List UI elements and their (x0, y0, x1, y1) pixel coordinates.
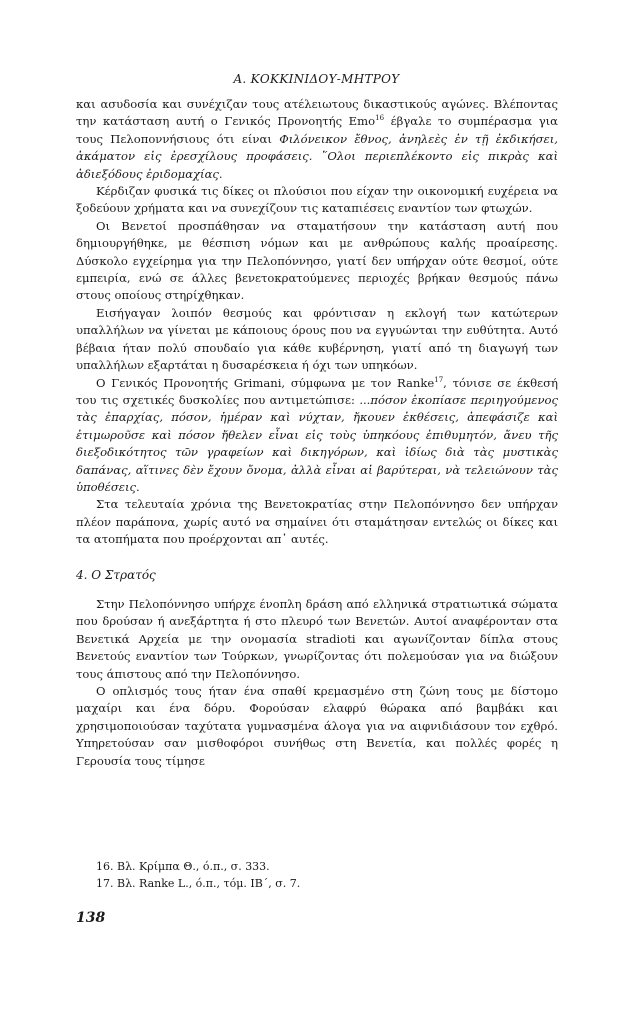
paragraph-5 (76, 375, 558, 497)
footnote-16: 16. Βλ. Κρίμπα Θ., ό.π., σ. 333. (96, 860, 270, 873)
main-text (76, 96, 558, 770)
paragraph-3: Οι Βενετοί προσπάθησαν να σταματήσουν την κατάσταση αυτή που δημιουργήθηκε, με θέσπιση νόμων και με ανθρώπους καλής προαίρεσης. Δύσκολο εγχείρημα για την Πελοπόννησο, γιατί δεν υπήρχαν ούτε θεσμοί, ούτε εμπειρία, ενώ σε άλλες βενετοκρατούμενες περιοχές βρήκαν θεσμούς πάνω στους οποίους στηρίχθηκαν. (76, 218, 558, 303)
paragraph-7: Στην Πελοπόννησο υπήρχε ένοπλη δράση από ελληνικά στρατιωτικά σώματα που δρούσαν ή ανεξάρτητα ή στο πλευρό των Βενετών. Αυτοί αναφέρονταν στα Βενετικά Αρχεία με την ονομασία stradioti και αγωνίζονταν δίπλα στους Βενετούς εναντίον των Τούρκων, γνωρίζοντας ότι πολεμούσαν για να διώξουν τους άπιστους από την Πελοπόννησο. (76, 596, 558, 681)
footnote-ref-16: 16 (375, 114, 385, 123)
paragraph-2: Κέρδιζαν φυσικά τις δίκες οι πλούσιοι που είχαν την οικονομική ευχέρεια να ξοδεύουν χρήματα και να συνεχίζουν τις καταπιέσεις εναντίον των φτωχών. (76, 184, 558, 216)
paragraph-5-text: Ο Γενικός Προνοητής Grimani, σύμφωνα με τον Ranke (96, 375, 435, 390)
footnote-ref-17: 17 (434, 375, 444, 384)
paragraph-6: Στα τελευταία χρόνια της Βενετοκρατίας στην Πελοπόννησο δεν υπήρχαν πλέον παράπονα, χωρίς αυτό να σημαίνει ότι σταμάτησαν εντελώς οι δίκες και τα ατοπήματα που προέρχονται απ᾽ αυτές. (76, 497, 558, 547)
emo-quote: Φιλόνεικον ἔθνος, ἀνηλεὲς ἐν τῇ ἐκδικήσει, ἀκάματον εἰς ἐρεσχίλους προφάσεις. ῞Ολοι περιεπλέκοντο εἰς πικρὰς καὶ ἀδιεξόδους ἐριδομαχίας. (76, 131, 558, 181)
paragraph-1-text-cont: έβγαλε το συμπέρασμα για τους Πελοποννήσιους ότι είναι (76, 114, 559, 146)
paragraph-5-text-cont: , τόνισε σε έκθεσή του τις σχετικές δυσκολίες που αντιμετώπισε: (76, 375, 559, 407)
section-heading: 4. Ο Στρατός (76, 567, 156, 582)
footnote-17: 17. Βλ. Ranke L., ό.π., τόμ. ΙΒ΄, σ. 7. (96, 877, 301, 890)
paragraph-1-text: και ασυδοσία και συνέχιζαν τους ατέλειωτους δικαστικούς αγώνες. Βλέποντας την κατάσταση αυτή ο Γενικός Προνοητής Emo (76, 97, 558, 129)
paragraph-8: Ο οπλισμός τους ήταν ένα σπαθί κρεμασμένο στη ζώνη τους με δίστομο μαχαίρι και ένα δόρυ. Φορούσαν ελαφρύ θώρακα από βαμβάκι και χρησιμοποιούσαν ταχύτατα γυμνασμένα άλογα για να αιφνιδιάσουν τον εχθρό. Υπηρετούσαν σαν μισθοφόροι συνήθως στη Βενετία, και πολλές φορές η Γερουσία τους τίμησε (76, 684, 558, 768)
paragraph-4: Εισήγαγαν λοιπόν θεσμούς και φρόντισαν η εκλογή των κατώτερων υπαλλήλων να γίνεται με κάποιους όρους που να εγγυώνται την ευθύτητα. Αυτό βέβαια ήταν πολύ σπουδαίο για κάθε κυβέρνηση, γιατί από τη διαγωγή των υπαλλήλων εξαρτάται η δυσαρέσκεια ή όχι των υπηκόων. (76, 305, 558, 373)
footnotes (76, 858, 558, 892)
grimani-quote: ...πόσον ἐκοπίασε περιηγούμενος τὰς ἐπαρχίας, πόσον, ἡμέραν καὶ νύχταν, ἤκουεν ἐκθέσεις, ἀπεφάσιζε καὶ ἐτιμωροῦσε καὶ πόσον ἤθελεν εἶναι εἰς τοὺς ὑπηκόους ἐπιθυμητόν, ἄνευ τῆς διεξοδικότητος τῶν γραφείων καὶ δικηγόρων, καὶ ἰδίως διὰ τὰς μυστικὰς δαπάνας, αἵτινες δὲν ἔχουν ὄνομα, ἀλλὰ εἶναι αἱ βαρύτεραι, νὰ τελειώνουν τὰς ὑποθέσεις. (76, 392, 558, 494)
page-number: 138 (76, 910, 106, 926)
running-header: Α. ΚΟΚΚΙΝΙΔΟΥ-ΜΗΤΡΟΥ (233, 72, 400, 86)
paragraph-1 (76, 96, 558, 183)
